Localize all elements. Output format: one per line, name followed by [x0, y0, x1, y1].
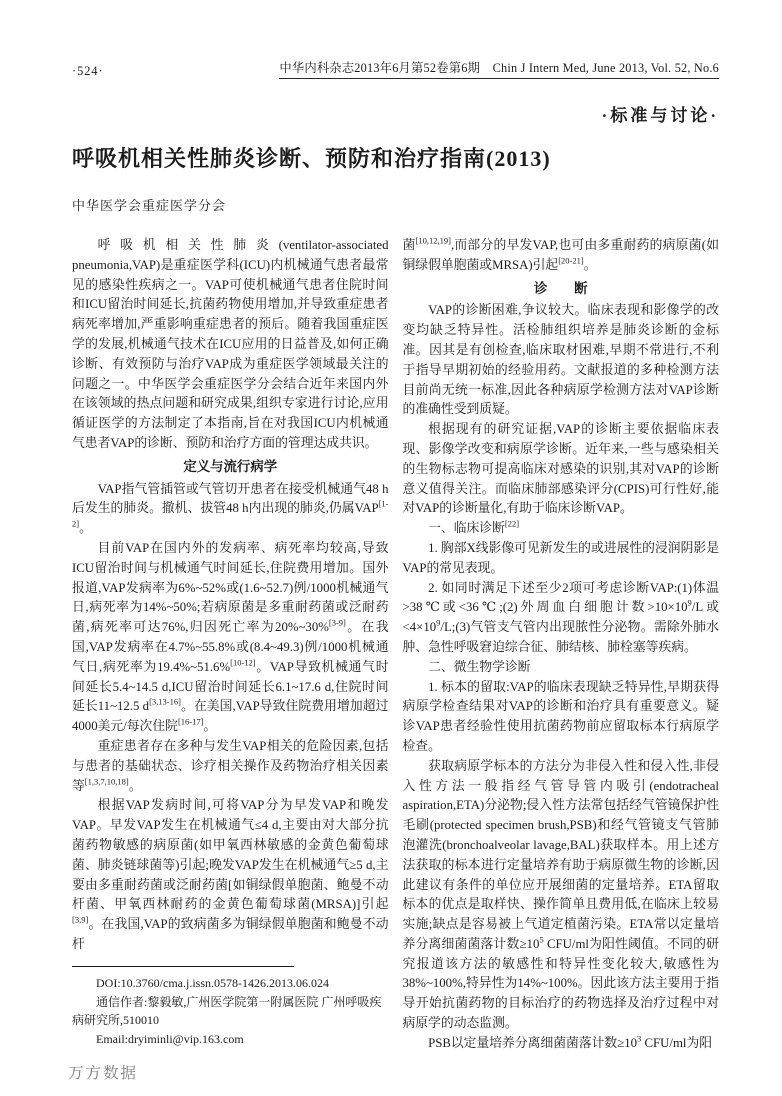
two-column-body [72, 236, 719, 1048]
paragraph: PSB以定量培养分离细菌菌落计数$\ge 10^3$ CFU/ml为阳 [428, 1033, 713, 1050]
right-column-text [403, 236, 720, 1054]
watermark: 万方数据 [68, 1065, 139, 1082]
paragraph: 1. 胸部X线影像可见新发生的或进展性的浸润阴影是VAP的常见表现。 [402, 540, 719, 575]
paragraph: VAP指气管插管或气管切开患者在接受机械通气48 h后发生的肺炎。撤机、拔管48 h内出现的肺炎,仍属VAP[1-2]。 [72, 481, 389, 536]
paragraph: 二、微生物学诊断 [428, 659, 531, 674]
footnote-lines [72, 974, 389, 1048]
section-heading: 定义与流行病学 [183, 458, 278, 474]
paragraph: 根据VAP发病时间,可将VAP分为早发VAP和晚发VAP。早发VAP发生在机械通气≤4 d,主要由对大部分抗菌药物敏感的病原菌(如甲氧西林敏感的金黄色葡萄球菌、肺炎链球菌等)引起;晚发VAP发生在机械通气≥5 d,主要由多重耐药菌或泛耐药菌[如铜绿假单胞菌、鲍曼不动杆菌、甲氧西林耐药的金黄色葡萄球菌(MRSA)]引起[3,9]。在我国,VAP的致病菌多为铜绿假单胞菌和鲍曼不动杆 [72, 798, 389, 951]
paragraph: 重症患者存在多种与发生VAP相关的危险因素,包括与患者的基础状态、诊疗相关操作及药物治疗相关因素等[1,3,7,10,18]。 [72, 738, 389, 793]
article-title: 呼吸机相关性肺炎诊断、预防和治疗指南(2013) [72, 146, 551, 171]
paragraph: VAP的诊断困难,争议较大。临床表现和影像学的改变均缺乏特异性。活检肺组织培养是肺炎诊断的金标准。因其是有创检查,临床取材困难,早期不常进行,不利于指导早期初始的经验用药。文献报道的多种检测方法目前尚无统一标准,因此各种病原学检测方法对VAP诊断的准确性受到质疑。 [402, 303, 719, 417]
footnote-line: DOI:10.3760/cma.j.issn.0578-1426.2013.06.024 [96, 976, 329, 990]
section-label: ·标准与讨论· [601, 106, 719, 125]
page-header [72, 58, 719, 79]
left-column-text [72, 236, 389, 955]
footnote-line: 通信作者:黎毅敏,广州医学院第一附属医院 广州呼吸疾病研究所,510010 [72, 994, 382, 1027]
footnote-line: Email:dryiminli@vip.163.com [96, 1031, 244, 1046]
paragraph: 一、临床诊断[22] [428, 518, 520, 536]
paragraph: 菌[10,12,19],而部分的早发VAP,也可由多重耐药的病原菌(如铜绿假单胞菌或MRSA)引起[20-21]。 [402, 235, 719, 272]
journal-citation: 中华内科杂志2013年6月第52卷第6期 Chin J Intern Med, June 2013, Vol. 52, No.6 [279, 58, 719, 79]
paragraph: 呼吸机相关性肺炎(ventilator-associated pneumonia,VAP)是重症医学科(ICU)内机械通气患者最常见的感染性疾病之一。VAP可使机械通气患者住院时间和ICU留治时间延长,抗菌药物使用增加,并导致重症患者病死率增加,严重影响重症患者的预后。随着我国重症医学的发展,机械通气技术在ICU应用的日益普及,如何正确诊断、有效预防与治疗VAP成为重症医学领域最关注的问题之一。中华医学会重症医学分会结合近年来国内外在该领域的热点问题和研究成果,组织专家进行讨论,应用循证医学的方法制定了本指南,旨在对我国ICU内机械通气患者VAP的诊断、预防和治疗方面的管理达成共识。 [72, 238, 389, 450]
paragraph: 获取病原学标本的方法分为非侵入性和侵入性,非侵入性方法一般指经气管导管内吸引(endotracheal aspiration,ETA)分泌物;侵入性方法常包括经气管镜保护性毛刷(protected specimen brush,PSB)和经气管镜支气管肺泡灌洗(bronchoalveolar lavage,BAL)获取样本。用上述方法获取的标本进行定量培养有助于病原微生物的诊断,因此建议有条件的单位应开展细菌的定量培养。ETA留取标本的优点是取样快、操作简单且费用低,在临床上较易实施;缺点是容易被上气道定植菌污染。ETA常以定量培养分离细菌菌落计数$\ge 10^5$ CFU/ml为阳性阈值。不同的研究报道该方法的敏感性和特异性变化较大,敏感性为38%~100%,特异性为14%~100%。因此该方法主要用于指导开始抗菌药物的目标治疗的药物选择及治疗过程中对病原学的动态监测。 [402, 758, 719, 1031]
page-number: ·524· [72, 64, 104, 78]
paragraph: 1. 标本的留取:VAP的临床表现缺乏特异性,早期获得病原学检查结果对VAP的诊断和治疗具有重要意义。疑诊VAP患者经验性使用抗菌药物前应留取标本行病原学检查。 [402, 679, 719, 753]
section-heading: 诊 断 [533, 280, 588, 296]
left-column [72, 236, 389, 1048]
article-author: 中华医学会重症医学分会 [72, 198, 227, 213]
footnote [72, 956, 389, 1048]
paragraph: 2. 如同时满足下述至少2项可考虑诊断VAP:(1)体温>38℃或<36℃;(2)外周血白细胞计数$>10\times 10^9/L$或$<4\times 10^9/L;(3)$气管支气管内出现脓性分泌物。需除外肺水肿、急性呼吸窘迫综合征、肺结核、肺栓塞等疾病。 [402, 580, 719, 654]
paragraph: 目前VAP在国内外的发病率、病死率均较高,导致ICU留治时间与机械通气时间延长,住院费用增加。国外报道,VAP发病率为6%~52%或(1.6~52.7)例/1000机械通气日,病死率为14%~50%;若病原菌是多重耐药菌或泛耐药菌,病死率可达76%,归因死亡率为20%~30%[3-9]。在我国,VAP发病率在4.7%~55.8%或(8.4~49.3)例/1000机械通气日,病死率为19.4%~51.6%[10-12]。VAP导致机械通气时间延长5.4~14.5 d,ICU留治时间延长6.1~17.6 d,住院时间延长11~12.5 d[3,13-16]。在美国,VAP导致住院费用增加超过4000美元/每次住院[16-17]。 [72, 540, 389, 734]
right-column [403, 236, 720, 1048]
paragraph: 根据现有的研究证据,VAP的诊断主要依据临床表现、影像学改变和病原学诊断。近年来,一些与感染相关的生物标志物可提高临床对感染的识别,其对VAP的诊断意义值得关注。而临床肺部感染评分(CPIS)可行性好,能对VAP的诊断量化,有助于临床诊断VAP。 [402, 422, 719, 516]
footnote-divider [72, 966, 294, 967]
